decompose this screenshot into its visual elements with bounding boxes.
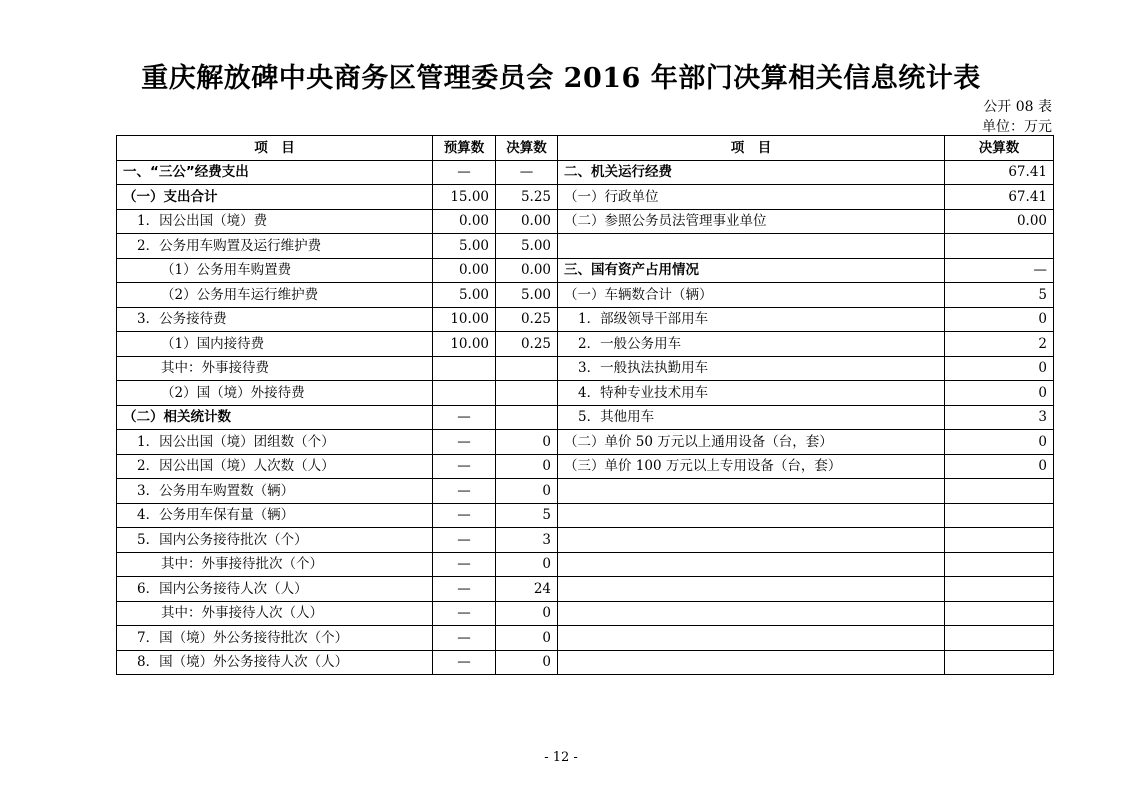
header-final: 决算数: [496, 136, 558, 161]
row-final-right: 0: [945, 381, 1054, 406]
row-final: 3: [496, 528, 558, 553]
table-row: [117, 577, 1054, 602]
row-final: 0: [496, 454, 558, 479]
row-final-right: 0.00: [945, 209, 1054, 234]
row-final: 5.00: [496, 234, 558, 259]
header-final-right: 决算数: [945, 136, 1054, 161]
row-final: 24: [496, 577, 558, 602]
row-final-right: 67.41: [945, 185, 1054, 210]
row-final: 5.25: [496, 185, 558, 210]
row-final-right: [945, 552, 1054, 577]
row-item-right: [558, 601, 945, 626]
row-final-right: [945, 528, 1054, 553]
row-item: （2）国（境）外接待费: [117, 381, 433, 406]
row-item-right: [558, 577, 945, 602]
row-item-right: 2．一般公务用车: [558, 332, 945, 357]
row-budget: —: [433, 503, 496, 528]
row-budget: —: [433, 552, 496, 577]
table-row: [117, 356, 1054, 381]
row-item: 5．国内公务接待批次（个）: [117, 528, 433, 553]
row-final: 0: [496, 650, 558, 675]
row-item-right: [558, 552, 945, 577]
row-item-right: 3．一般执法执勤用车: [558, 356, 945, 381]
row-item: 8．国（境）外公务接待人次（人）: [117, 650, 433, 675]
row-item: （二）相关统计数: [117, 405, 433, 430]
row-item: 4．公务用车保有量（辆）: [117, 503, 433, 528]
row-budget: —: [433, 650, 496, 675]
row-item-right: （一）车辆数合计（辆）: [558, 283, 945, 308]
table-row: [117, 503, 1054, 528]
table-row: [117, 160, 1054, 185]
row-budget: 15.00: [433, 185, 496, 210]
row-budget: 10.00: [433, 307, 496, 332]
statistics-table: [116, 135, 1054, 675]
row-item-right: [558, 503, 945, 528]
row-budget: —: [433, 528, 496, 553]
row-final-right: [945, 577, 1054, 602]
row-item: 1．因公出国（境）团组数（个）: [117, 430, 433, 455]
row-final: 0: [496, 601, 558, 626]
row-item-right: 二、机关运行经费: [558, 160, 945, 185]
row-final: 0.25: [496, 332, 558, 357]
row-item: （1）国内接待费: [117, 332, 433, 357]
row-final: 0.25: [496, 307, 558, 332]
page-title: 重庆解放碑中央商务区管理委员会 2016 年部门决算相关信息统计表: [141, 63, 981, 94]
table-row: [117, 185, 1054, 210]
row-item-right: 4．特种专业技术用车: [558, 381, 945, 406]
row-item: （一）支出合计: [117, 185, 433, 210]
row-budget: —: [433, 626, 496, 651]
row-budget: 5.00: [433, 283, 496, 308]
table-row: [117, 332, 1054, 357]
table-body: [117, 160, 1054, 675]
row-budget: —: [433, 454, 496, 479]
row-item: （2）公务用车运行维护费: [117, 283, 433, 308]
row-item-right: [558, 528, 945, 553]
row-final: 0: [496, 479, 558, 504]
row-item: 3．公务用车购置数（辆）: [117, 479, 433, 504]
page-number: - 12 -: [544, 750, 578, 765]
table-row: [117, 258, 1054, 283]
row-final-right: 0: [945, 307, 1054, 332]
table-row: [117, 454, 1054, 479]
row-item: 其中：外事接待人次（人）: [117, 601, 433, 626]
row-final-right: 0: [945, 454, 1054, 479]
form-number: 公开 08 表: [983, 99, 1052, 115]
row-item: 一、“三公”经费支出: [117, 160, 433, 185]
row-budget: 0.00: [433, 209, 496, 234]
table-row: [117, 650, 1054, 675]
table-row: [117, 430, 1054, 455]
unit-label: 单位：万元: [982, 119, 1052, 135]
row-final: —: [496, 160, 558, 185]
row-final: 0: [496, 552, 558, 577]
row-budget: 5.00: [433, 234, 496, 259]
table-row: [117, 479, 1054, 504]
row-item: 3．公务接待费: [117, 307, 433, 332]
table-row: [117, 552, 1054, 577]
row-item-right: 三、国有资产占用情况: [558, 258, 945, 283]
table-header-row: [117, 136, 1054, 161]
table-row: [117, 381, 1054, 406]
row-final-right: 0: [945, 356, 1054, 381]
row-final: 0.00: [496, 258, 558, 283]
row-item-right: [558, 479, 945, 504]
row-final: 0.00: [496, 209, 558, 234]
row-final-right: [945, 503, 1054, 528]
row-item: （1）公务用车购置费: [117, 258, 433, 283]
row-final-right: 0: [945, 430, 1054, 455]
table-row: [117, 209, 1054, 234]
row-item: 其中：外事接待批次（个）: [117, 552, 433, 577]
row-item-right: （一）行政单位: [558, 185, 945, 210]
table-row: [117, 405, 1054, 430]
row-final: 0: [496, 430, 558, 455]
row-item-right: [558, 626, 945, 651]
row-budget: —: [433, 479, 496, 504]
row-final: [496, 356, 558, 381]
row-final-right: 67.41: [945, 160, 1054, 185]
table-row: [117, 626, 1054, 651]
row-budget: —: [433, 577, 496, 602]
row-budget: —: [433, 430, 496, 455]
row-item-right: （三）单价 100 万元以上专用设备（台，套）: [558, 454, 945, 479]
row-final-right: 3: [945, 405, 1054, 430]
row-item: 2．公务用车购置及运行维护费: [117, 234, 433, 259]
row-item: 其中：外事接待费: [117, 356, 433, 381]
row-item-right: （二）参照公务员法管理事业单位: [558, 209, 945, 234]
row-final: 0: [496, 626, 558, 651]
row-item: 1．因公出国（境）费: [117, 209, 433, 234]
row-budget: [433, 381, 496, 406]
row-item-right: [558, 650, 945, 675]
row-budget: —: [433, 601, 496, 626]
row-final: 5: [496, 503, 558, 528]
table-row: [117, 307, 1054, 332]
row-item-right: 5．其他用车: [558, 405, 945, 430]
row-final: [496, 405, 558, 430]
row-budget: —: [433, 160, 496, 185]
row-budget: 0.00: [433, 258, 496, 283]
row-item: 2．因公出国（境）人次数（人）: [117, 454, 433, 479]
row-final-right: —: [945, 258, 1054, 283]
table-row: [117, 601, 1054, 626]
row-final-right: [945, 601, 1054, 626]
row-item-right: 1．部级领导干部用车: [558, 307, 945, 332]
row-budget: 10.00: [433, 332, 496, 357]
row-final-right: [945, 234, 1054, 259]
row-final-right: 5: [945, 283, 1054, 308]
row-final: [496, 381, 558, 406]
row-final-right: 2: [945, 332, 1054, 357]
table-row: [117, 283, 1054, 308]
table-row: [117, 234, 1054, 259]
row-final: 5.00: [496, 283, 558, 308]
header-budget: 预算数: [433, 136, 496, 161]
header-item: 项 目: [117, 136, 433, 161]
row-budget: [433, 356, 496, 381]
row-budget: —: [433, 405, 496, 430]
row-item: 6．国内公务接待人次（人）: [117, 577, 433, 602]
header-item-right: 项 目: [558, 136, 945, 161]
row-item: 7．国（境）外公务接待批次（个）: [117, 626, 433, 651]
row-final-right: [945, 479, 1054, 504]
row-item-right: （二）单价 50 万元以上通用设备（台，套）: [558, 430, 945, 455]
row-item-right: [558, 234, 945, 259]
table-row: [117, 528, 1054, 553]
row-final-right: [945, 650, 1054, 675]
row-final-right: [945, 626, 1054, 651]
